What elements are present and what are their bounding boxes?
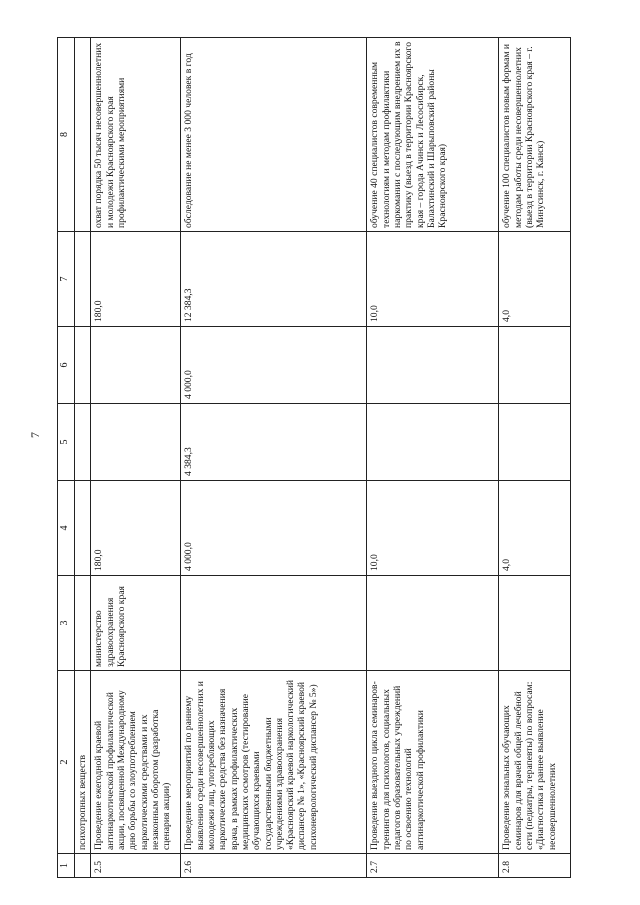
row-value-4: 180,0 [91,481,181,576]
row-value-7 [75,232,91,327]
row-result [75,38,91,232]
header-row [58,38,75,878]
row-value-4: 4 000,0 [181,481,367,576]
row-value-4: 10,0 [367,481,499,576]
row-value-4 [75,481,91,576]
header-cell: 6 [58,327,75,404]
row-value-6 [75,327,91,404]
table-row [75,38,91,878]
table-row [367,38,499,878]
row-value-5 [75,404,91,481]
row-result: обучение 100 специалистов новым формам и методам работы среди несовершеннолетних (выезд в территории Красноярского края – г. Минусинск, г. Канск) [499,38,571,232]
row-value-4: 4,0 [499,481,571,576]
row-value-5 [91,404,181,481]
row-result: охват порядка 50 тысяч несовершеннолетних и молодежи Красноярского края профилактическими мероприятиями [91,38,181,232]
row-number: 2.5 [91,854,181,878]
row-value-6: 4 000,0 [181,327,367,404]
row-result: обследование не менее 3 000 человек в год [181,38,367,232]
header-cell: 2 [58,671,75,854]
row-executor [75,576,91,671]
program-table [57,37,571,878]
row-result: обучение 40 специалистов современным технологиям и методам профилактики наркомании с последующим внедрением их в практику (выезд в территории Красноярского края – города Ачинск и Лесосибирск, Балахтинский и Шарыповский районы Красноярского края) [367,38,499,232]
row-executor [367,576,499,671]
row-name: Проведение мероприятий по раннему выявлению среди несовершеннолетних и молодежи лиц, употребляющих наркотические средства без назначения врача, в рамках профилактических медицинских осмотров (тестирование обучающихся краевыми государственными бюджетными учреждениями здравоохранения «Красноярский краевой наркологический диспансер № 1», «Красноярский краевой психоневрологический диспансер № 5») [181,671,367,854]
header-cell: 7 [58,232,75,327]
row-value-6 [91,327,181,404]
table-row [181,38,367,878]
row-value-5 [367,404,499,481]
row-name: Проведение зональных обучающих семинаров для врачей общей лечебной сети (педиатры, терапевты) по вопросам: «Диагностика и раннее выявление несовершеннолетних [499,671,571,854]
row-value-7: 12 384,3 [181,232,367,327]
row-name: Проведение ежегодной краевой антинаркотической профилактической акции, посвященной Международному дню борьбы со злоупотреблением наркотическими средствами и их незаконным оборотом (разработка сценария акции) [91,671,181,854]
header-cell: 3 [58,576,75,671]
row-value-6 [499,327,571,404]
row-number: 2.6 [181,854,367,878]
row-name: психотропных веществ [75,671,91,854]
header-cell: 1 [58,854,75,878]
row-executor [499,576,571,671]
header-cell: 4 [58,481,75,576]
row-value-7: 180,0 [91,232,181,327]
row-number: 2.8 [499,854,571,878]
row-name: Проведение выездного цикла семинаров-тренингов для психологов, социальных педагогов образовательных учреждений по освоению технологий антинаркотической профилактики [367,671,499,854]
page-number: 7 [28,432,42,438]
row-executor [181,576,367,671]
row-number [75,854,91,878]
table-row [499,38,571,878]
row-number: 2.7 [367,854,499,878]
header-cell: 5 [58,404,75,481]
table-row [91,38,181,878]
row-value-5: 4 384,3 [181,404,367,481]
header-cell: 8 [58,38,75,232]
rotated-page [57,38,617,878]
row-executor: министерство здравоохранения Красноярского края [91,576,181,671]
row-value-5 [499,404,571,481]
row-value-7: 4,0 [499,232,571,327]
row-value-6 [367,327,499,404]
row-value-7: 10,0 [367,232,499,327]
